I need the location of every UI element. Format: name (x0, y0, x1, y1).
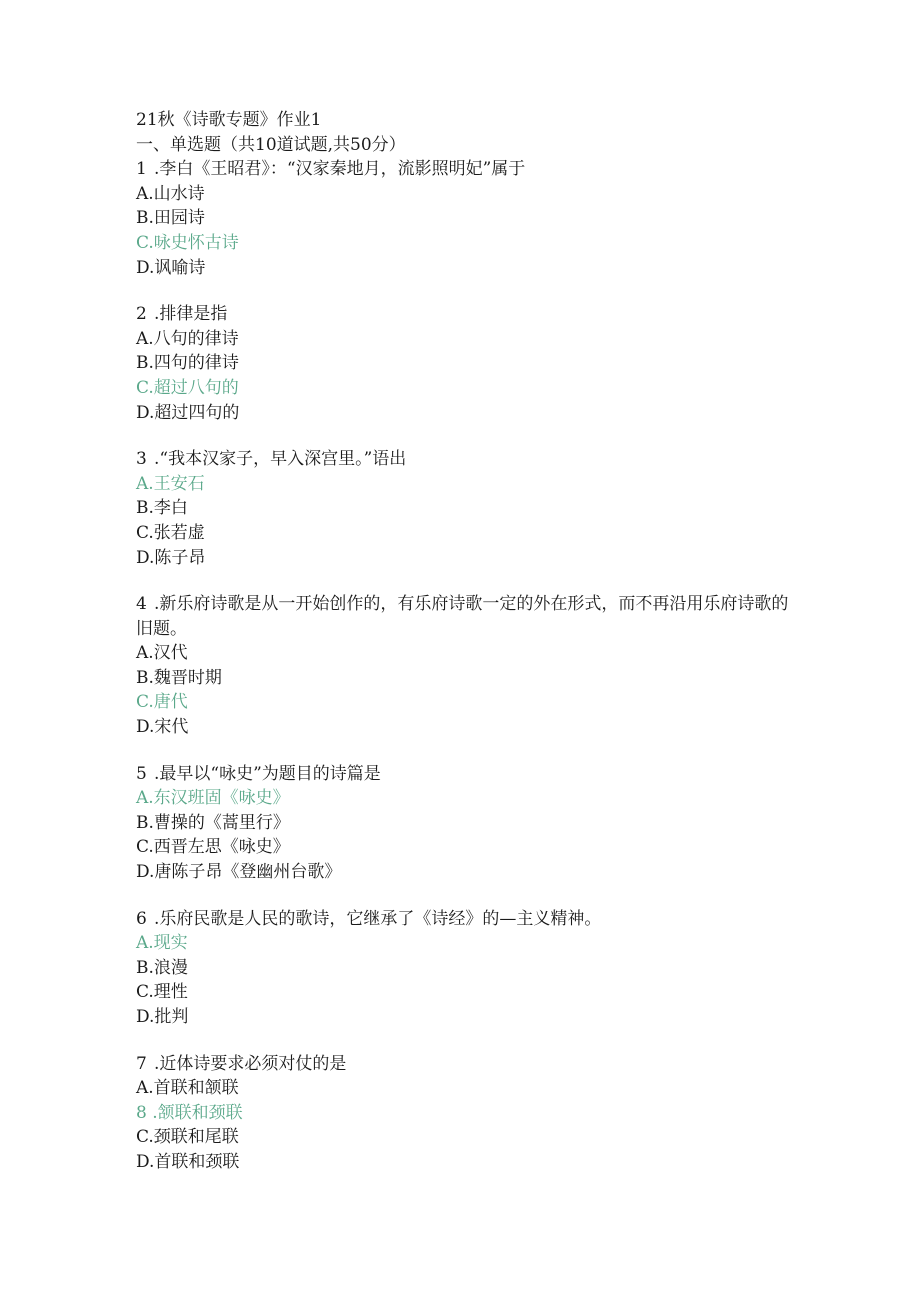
answer-option: A.汉代 (136, 643, 188, 664)
answer-option: D.宋代 (136, 717, 189, 738)
answer-option: A.首联和颔联 (136, 1078, 239, 1099)
question-text: .近体诗要求必须对仗的是 (154, 1053, 347, 1074)
question-block (136, 762, 796, 885)
answer-option: C.咏史怀古诗 (136, 232, 239, 253)
question-block (136, 447, 796, 570)
document-page (136, 108, 796, 1197)
question-number: 4 (136, 594, 147, 615)
question-block (136, 907, 796, 1030)
answer-option: D.唐陈子昂《登幽州台歌》 (136, 862, 342, 883)
answer-option: C.理性 (136, 982, 188, 1003)
answer-option: D.讽喻诗 (136, 257, 206, 278)
question-number: 5 (136, 763, 147, 784)
answer-option: B.浪漫 (136, 957, 188, 978)
answer-option: A.现实 (136, 933, 188, 954)
document-title: 21秋《诗歌专题》作业1 (136, 110, 322, 130)
question-stem (136, 592, 796, 641)
question-stem (136, 157, 796, 182)
answer-option: C.张若虚 (136, 522, 205, 543)
question-text: .李白《王昭君》：“汉家秦地月，流影照明妃”属于 (154, 159, 526, 180)
answer-option: B.曹操的《蒿里行》 (136, 812, 290, 833)
answer-option: 8 .颔联和颈联 (136, 1102, 243, 1123)
answer-option: A.八句的律诗 (136, 328, 239, 349)
question-number: 2 (136, 304, 147, 325)
answer-option: A.山水诗 (136, 183, 205, 204)
section-heading: 一、单选题（共10道试题,共50分） (136, 134, 406, 155)
question-list (136, 157, 796, 1174)
answer-option: A.东汉班固《咏史》 (136, 788, 290, 809)
question-stem (136, 447, 796, 472)
answer-option: C.西晋左思《咏史》 (136, 837, 290, 858)
answer-option: A.王安石 (136, 473, 205, 494)
answer-option: D.陈子昂 (136, 547, 206, 568)
answer-option: C.唐代 (136, 692, 188, 713)
answer-option: B.田园诗 (136, 208, 205, 229)
answer-option: B.魏晋时期 (136, 667, 222, 688)
answer-option: C.颈联和尾联 (136, 1127, 239, 1148)
question-text: .“我本汉家子，早入深宫里。”语出 (154, 449, 407, 470)
question-number: 6 (136, 908, 147, 929)
question-block (136, 592, 796, 740)
question-number: 3 (136, 449, 147, 470)
answer-option: B.李白 (136, 498, 188, 519)
question-stem (136, 907, 796, 932)
answer-option: D.批判 (136, 1007, 189, 1027)
question-block (136, 1052, 796, 1175)
answer-option: D.超过四句的 (136, 402, 240, 423)
question-stem (136, 302, 796, 327)
question-text: .最早以“咏史”为题目的诗篇是 (154, 763, 381, 784)
question-text: .乐府民歌是人民的歌诗，它继承了《诗经》的—主义精神。 (154, 908, 602, 929)
question-number: 7 (136, 1053, 147, 1074)
question-number: 1 (136, 159, 147, 180)
question-stem (136, 1052, 796, 1077)
answer-option: C.超过八句的 (136, 377, 239, 398)
answer-option: D.首联和颈联 (136, 1151, 240, 1172)
question-block (136, 157, 796, 280)
answer-option: B.四句的律诗 (136, 353, 239, 374)
question-stem (136, 762, 796, 787)
question-text: .排律是指 (154, 304, 228, 325)
question-text: .新乐府诗歌是从一开始创作的，有乐府诗歌一定的外在形式，而不再沿用乐府诗歌的旧题。 (136, 594, 789, 639)
question-block (136, 302, 796, 425)
